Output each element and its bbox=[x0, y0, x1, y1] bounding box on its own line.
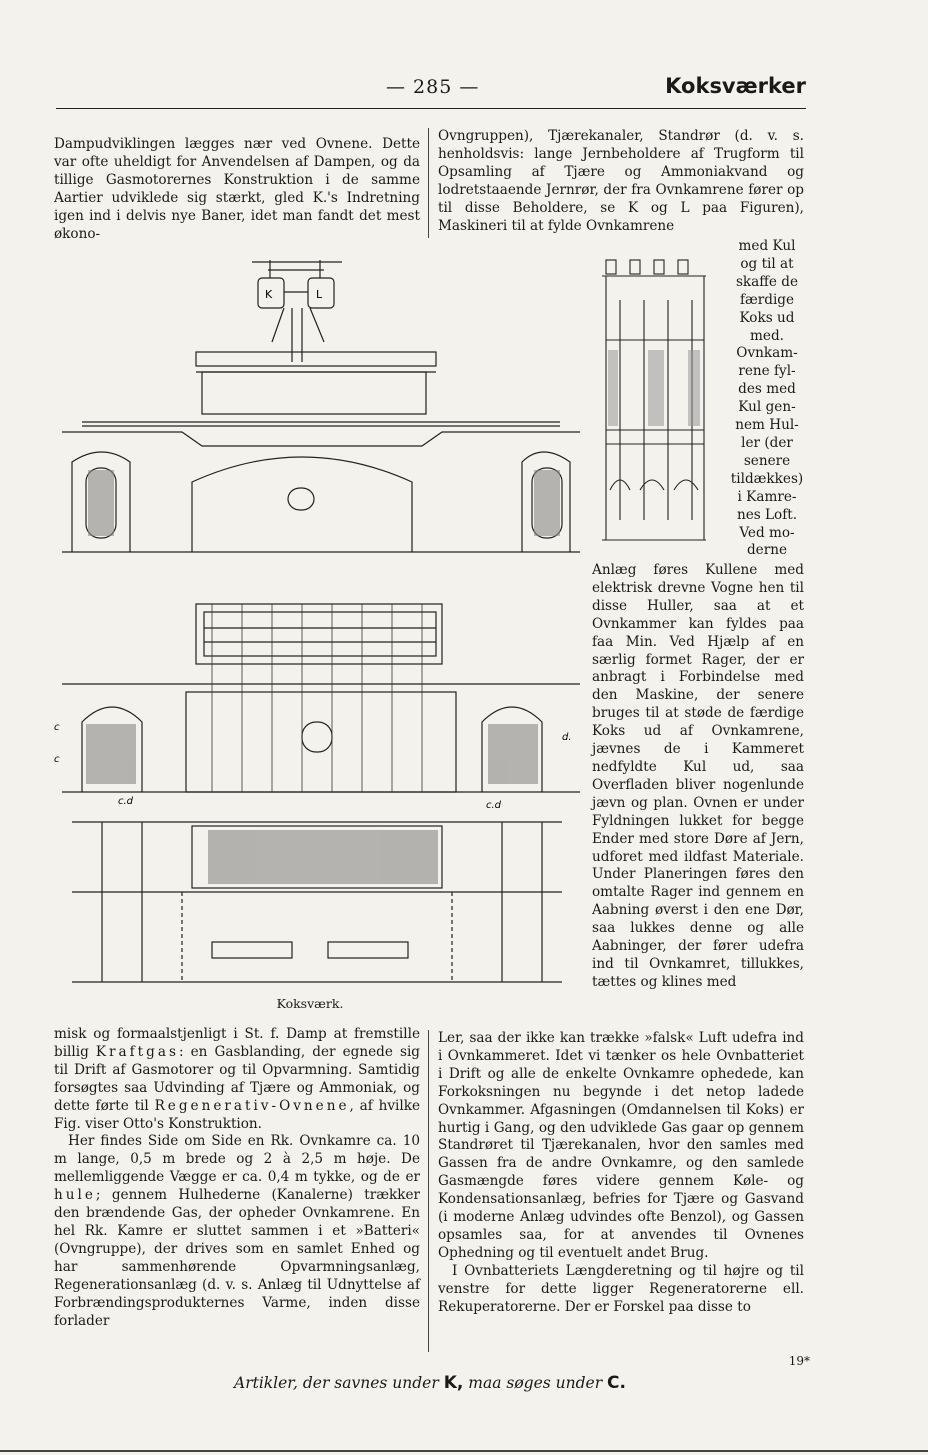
paragraph: I Ovnbatteriets Længderetning og til højre og til venstre for dette ligger Regeneratorerne ell. Rekuperatorerne. Der er Forskel paa disse to bbox=[438, 1262, 804, 1315]
narrow-text-column bbox=[730, 238, 804, 560]
text-line: senere bbox=[743, 452, 791, 469]
footer-note: Artikler, der savnes under K, maa søges under C. bbox=[234, 1373, 626, 1393]
text-line: tildækkes) bbox=[730, 470, 804, 487]
left-column-bottom-text bbox=[54, 1026, 420, 1330]
running-title: Koksværker bbox=[665, 74, 806, 98]
emphasis-spaced: Kraftgas bbox=[95, 1043, 179, 1060]
figure-label-d: d. bbox=[562, 732, 572, 743]
paragraph: Anlæg føres Kullene med elektrisk drevne Vogne hen til disse Huller, saa at et Ovnkammer kan fyldes paa faa Min. Ved Hjælp af en særlig formet Rager, der er anbragt i Forbindelse med den Maskine, der senere bruges til at støde de færdige Koks ud af Ovnkamrene, jævnes de i Kammeret nedfyldte Kul ud, saa Overfladen bliver nogenlunde jævn og plan. Ovnen er under Fyldningen lukket for begge Ender med store Døre af Jern, udforet med ildfast Materiale. Under Planeringen føres den omtalte Rager ind gennem en Aabning øverst i den ene Dør, saa lukkes denne og alle Aabninger, der fører udefra ind til Ovnkamret, tillukkes, tættes og klines med bbox=[592, 562, 804, 990]
page-header bbox=[56, 72, 806, 104]
figure-label-k: K bbox=[265, 288, 273, 301]
header-rule bbox=[56, 108, 806, 109]
figure-label-c: c bbox=[54, 722, 60, 733]
text-line: derne bbox=[746, 542, 788, 559]
text-line: Koks ud bbox=[739, 309, 795, 326]
coke-oven-figure bbox=[54, 252, 580, 992]
right-column-bottom-text bbox=[438, 1030, 804, 1317]
figure-label-cd: c.d bbox=[486, 800, 502, 811]
figure-label-cd: c.d bbox=[118, 796, 134, 807]
oven-section-figure bbox=[600, 250, 726, 546]
text-line: i Kamre- bbox=[737, 488, 797, 505]
figure-label-l: L bbox=[316, 288, 323, 301]
page-number: — 285 — bbox=[386, 76, 480, 98]
text-line: nem Hul- bbox=[735, 417, 799, 434]
paragraph: Ler, saa der ikke kan trække »falsk« Luft udefra ind i Ovnkammeret. Idet vi tænker os hele Ovnbatteriet i Drift og alle de enkelte Ovnkamre ophedede, kan Forkoksningen nu begynde i det netop ladede Ovnkammer. Afgasningen (Omdannelsen til Koks) er hurtig i Gang, og den udviklede Gas gaar op gennem Standrøret til Tjærekanalen, hvor den samles med Gassen fra de andre Ovnkamre, og den samlede Gasmængde føres videre gennem Køle- og Kondensationsanlæg, befries for Tjære og Gasvand (i moderne Anlæg udvindes ofte Benzol), og Gassen opsamles saa, for at anvendes til Ovnenes Ophedning og til eventuelt andet Brug. bbox=[438, 1030, 804, 1261]
column-divider bbox=[428, 128, 429, 238]
right-column-top-text bbox=[438, 128, 804, 235]
emphasis-spaced: Regenerativ-Ovnene bbox=[154, 1097, 350, 1114]
bottom-rule bbox=[0, 1450, 928, 1452]
text-line: des med bbox=[738, 381, 796, 398]
footer-letter-k: K, bbox=[443, 1373, 464, 1393]
figure-label-c: c bbox=[54, 754, 60, 765]
text-line: Ved mo- bbox=[739, 524, 795, 541]
text-line: rene fyl- bbox=[738, 363, 796, 380]
text-line: nes Loft. bbox=[736, 506, 798, 523]
right-column-mid-text bbox=[592, 562, 804, 992]
figure-caption: Koksværk. bbox=[276, 996, 344, 1011]
text-line: Kul gen- bbox=[738, 399, 796, 416]
text-line: med Kul bbox=[738, 238, 796, 254]
footer-letter-c: C. bbox=[607, 1373, 626, 1393]
column-divider bbox=[428, 1030, 429, 1352]
paragraph: misk og formaalstjenligt i St. f. Damp at fremstille billig Kraftgas: en Gasblanding, der egnede sig til Drift af Gasmotorer og til Opvarmning. Samtidig forsøgtes saa Udvinding af Tjære og Ammoniak, og dette førte til Regenerativ-Ovnene, af hvilke Fig. viser Otto's Konstruktion. bbox=[54, 1026, 421, 1132]
emphasis-spaced: hule bbox=[54, 1187, 96, 1204]
text-line: Ovnkam- bbox=[736, 345, 798, 362]
signature-mark: 19* bbox=[788, 1354, 810, 1368]
left-column-top-text bbox=[54, 136, 420, 243]
text-line: færdige bbox=[739, 291, 795, 308]
paragraph: Her findes Side om Side en Rk. Ovnkamre ca. 10 m lange, 0,5 m brede og 2 à 2,5 m høje. De mellemliggende Vægge er ca. 0,4 m tykke, og de er hule; gennem Hulhederne (Kanalerne) trækker den brændende Gas, der opheder Ovnkamrene. En hel Rk. Kamre er sluttet sammen i et »Batteri« (Ovngruppe), der drives som en samlet Enhed og har sammenhørende Opvarmningsanlæg, Regenerationsanlæg (d. v. s. Anlæg til Udnyttelse af Forbrændingsprodukternes Varme, inden disse forlader bbox=[54, 1133, 420, 1329]
paragraph: Ovngruppen), Tjærekanaler, Standrør (d. v. s. henholdsvis: lange Jernbeholdere af Trugform til Opsamling af Tjære og Ammoniakvand og lodretstaaende Jernrør, der fra Ovnkamrene fører op til disse Beholdere, se K og L paa Figuren), Maskineri til at fylde Ovnkamrene bbox=[438, 128, 804, 234]
text-line: med. bbox=[750, 327, 784, 344]
text-line: og til at bbox=[740, 255, 794, 272]
text-line: ler (der bbox=[741, 434, 793, 451]
paragraph: Dampudviklingen lægges nær ved Ovnene. Dette var ofte uheldigt for Anvendelsen af Dampen, og da tillige Gasmotorernes Konstruktion i de samme Aartier udviklede sig stærkt, gled K.'s Indretning igen ind i delvis nye Baner, idet man fandt det mest økono- bbox=[54, 136, 420, 242]
text-line: skaffe de bbox=[735, 273, 799, 290]
